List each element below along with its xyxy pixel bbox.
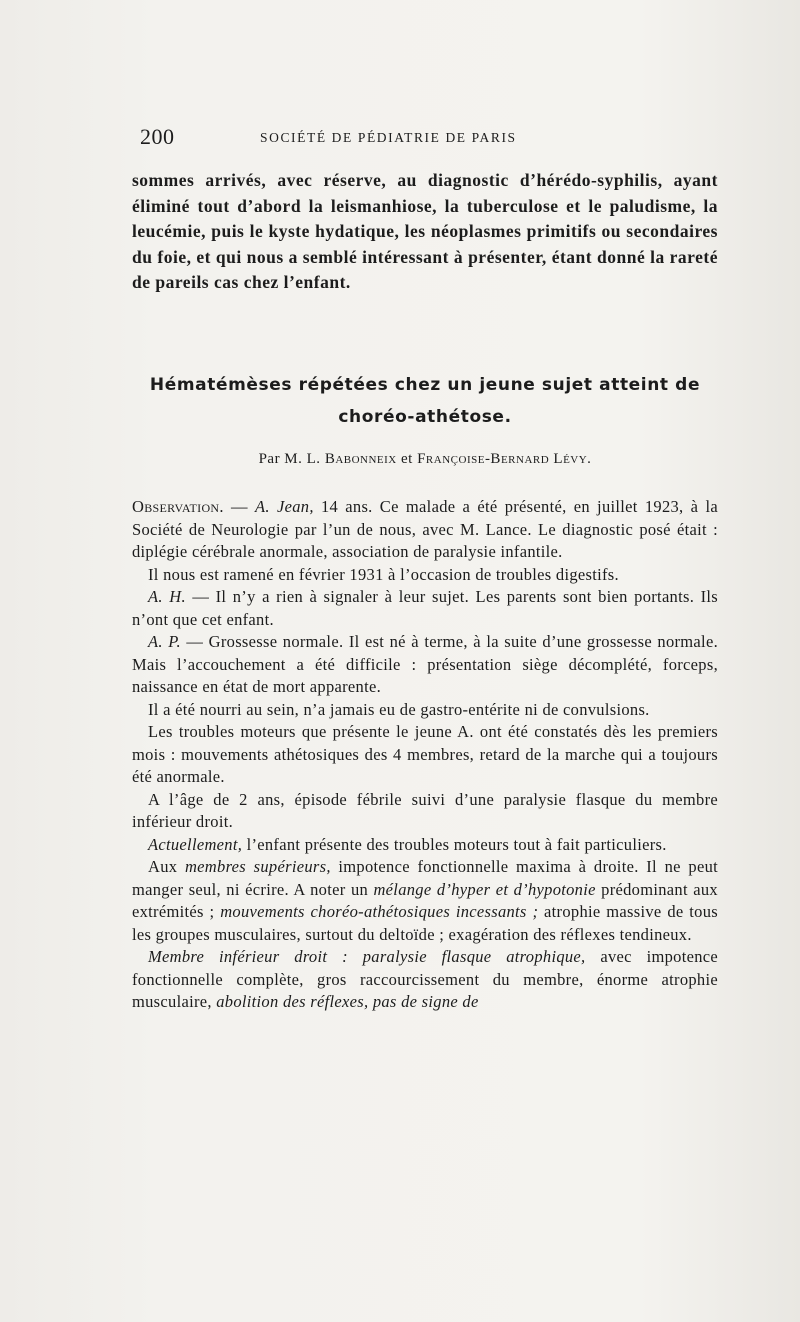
p9-em-3: mouvements choréo-athétosiques incessants ; — [220, 902, 539, 921]
family-history-paragraph — [132, 586, 718, 631]
p10-em-1: Membre inférieur droit : paralysie flasque atrophique, — [148, 947, 586, 966]
observation-paragraph-8-text: l’enfant présente des troubles moteurs tout à fait particuliers. — [242, 834, 667, 854]
observation-paragraph-1-text: 14 ans. Ce malade a été présenté, en juillet 1923, à la Société de Neurologie par l’un de nous, avec M. Lance. Le diagnostic posé était : diplégie cérébrale anormale, association de paralysie infantile. — [132, 497, 718, 561]
article-title-line-1: Hématémèses répétées chez un jeune sujet atteint de — [149, 375, 701, 395]
p10-part-a: avec impotence fonctionnelle complète, gros raccourcissement du membre, énorme atrophie musculaire, — [132, 947, 718, 1011]
personal-history-label: A. P. — [148, 632, 181, 651]
p9-em-2: mélange d’hyper et d’hypotonie — [373, 879, 596, 899]
article-title-line-2: choréo-athétose. — [338, 407, 512, 427]
family-history-label: A. H. — [148, 587, 186, 606]
intro-paragraph: sommes arrivés, avec réserve, au diagnostic d’hérédo-syphilis, ayant éliminé tout d’abord la leismanhiose, la tuberculose et le paludisme, la leucémie, puis le kyste hydatique, les néoplasmes primitifs ou secondaires du foie, et qui nous a semblé intéressant à présenter, étant donné la rareté de pareils cas chez l’enfant. — [132, 170, 718, 292]
p9-part-c: prédominant aux extrémités ; — [132, 879, 718, 921]
p9-part-d: atrophie massive de tous les groupes musculaires, surtout du deltoïde ; exagération des réflexes tendineux. — [132, 902, 718, 944]
author-2: Françoise-Bernard Lévy. — [417, 451, 592, 467]
patient-name: A. Jean, — [255, 497, 314, 516]
observation-paragraph-6: Les troubles moteurs que présente le jeune A. ont été constatés dès les premiers mois : mouvements athétosiques des 4 membres, retard de la marche qui a toujours été anormale. — [132, 722, 718, 786]
p9-em-1: membres supérieurs, — [184, 857, 331, 876]
p10-em-2: abolition des réflexes, pas de signe de — [216, 992, 479, 1011]
observation-paragraph-1 — [132, 496, 718, 564]
observation-paragraph-9 — [132, 856, 718, 946]
intro-paragraph-block — [132, 168, 718, 296]
page-header — [140, 124, 720, 154]
running-head: SOCIÉTÉ DE PÉDIATRIE DE PARIS — [260, 130, 517, 145]
observation-dash: — — [223, 497, 256, 516]
observation-paragraph-8 — [132, 834, 718, 857]
family-history-text: — Il n’y a rien à signaler à leur sujet. Les parents sont bien portants. Ils n’ont que cet enfant. — [132, 587, 718, 629]
author-1: Babonneix — [324, 451, 397, 467]
observation-paragraph-10 — [132, 946, 718, 1014]
observation-paragraph-2: Il nous est ramené en février 1931 à l’occasion de troubles digestifs. — [148, 564, 619, 584]
personal-history-paragraph — [132, 631, 718, 699]
observation-section — [132, 496, 718, 1014]
p9-part-a: Aux — [148, 857, 185, 876]
authors-conjunction: et — [401, 451, 413, 467]
current-state-label: Actuellement, — [148, 834, 243, 854]
observation-paragraph-5: Il a été nourri au sein, n’a jamais eu de gastro-entérite ni de convulsions. — [148, 699, 650, 719]
personal-history-text: — Grossesse normale. Il est né à terme, à la suite d’une grossesse normale. Mais l’accouchement a été difficile : présentation siège décomplété, forceps, naissance en état de mort apparente. — [132, 632, 718, 696]
authors-prefix: Par M. L. — [258, 451, 321, 467]
article-title — [132, 369, 718, 433]
observation-paragraph-7: A l’âge de 2 ans, épisode fébrile suivi d’une paralysie flasque du membre inférieur droit. — [132, 789, 718, 831]
page-number: 200 — [140, 124, 175, 149]
article-authors — [132, 451, 718, 468]
observation-label: Observation. — [132, 497, 224, 516]
p9-part-b: impotence fonctionnelle maxima à droite. Il ne peut manger seul, ni écrire. A noter un — [132, 857, 718, 899]
